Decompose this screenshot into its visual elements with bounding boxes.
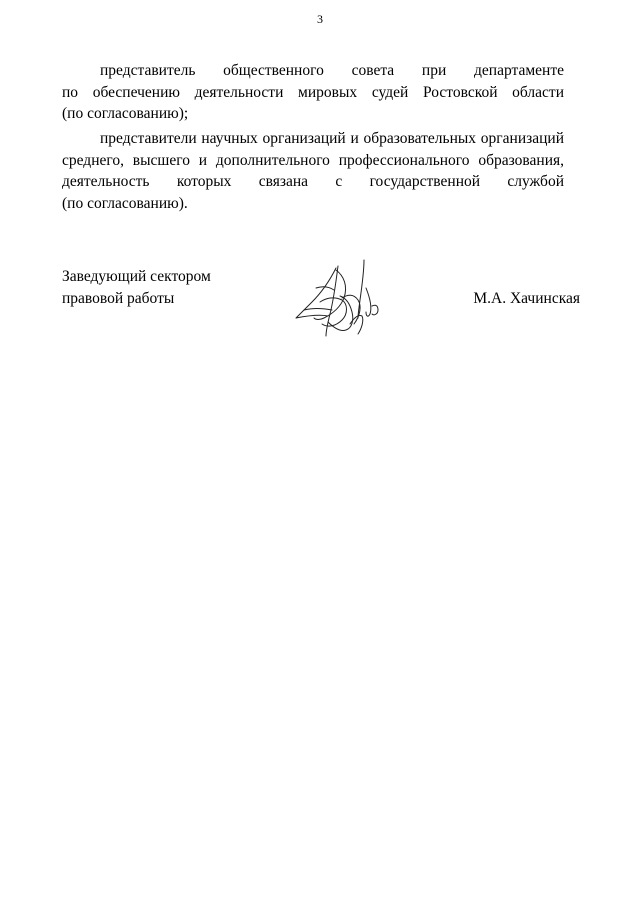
paragraph-representative-council	[62, 60, 564, 125]
paragraph-line: среднего, высшего и дополнительного профессионального образования,	[62, 151, 564, 169]
paragraph-line: представитель общественного совета при департаменте	[100, 62, 564, 79]
position-line: Заведующий сектором	[62, 268, 211, 285]
paragraph-line: (по согласованию);	[62, 105, 189, 122]
signatory-position	[62, 266, 211, 309]
paragraph-representatives-organizations	[62, 128, 564, 214]
signatory-name: М.А. Хачинская	[473, 290, 580, 307]
paragraph-line: деятельность которых связана с государственной службой	[62, 173, 564, 190]
page-number: 3	[317, 12, 323, 26]
position-line: правовой работы	[62, 289, 175, 307]
handwritten-signature	[292, 258, 388, 344]
paragraph-line: представители научных организаций и образовательных организаций	[100, 130, 564, 147]
paragraph-line: по обеспечению деятельности мировых судей Ростовской области	[62, 83, 564, 101]
paragraph-line: (по согласованию).	[62, 194, 188, 212]
